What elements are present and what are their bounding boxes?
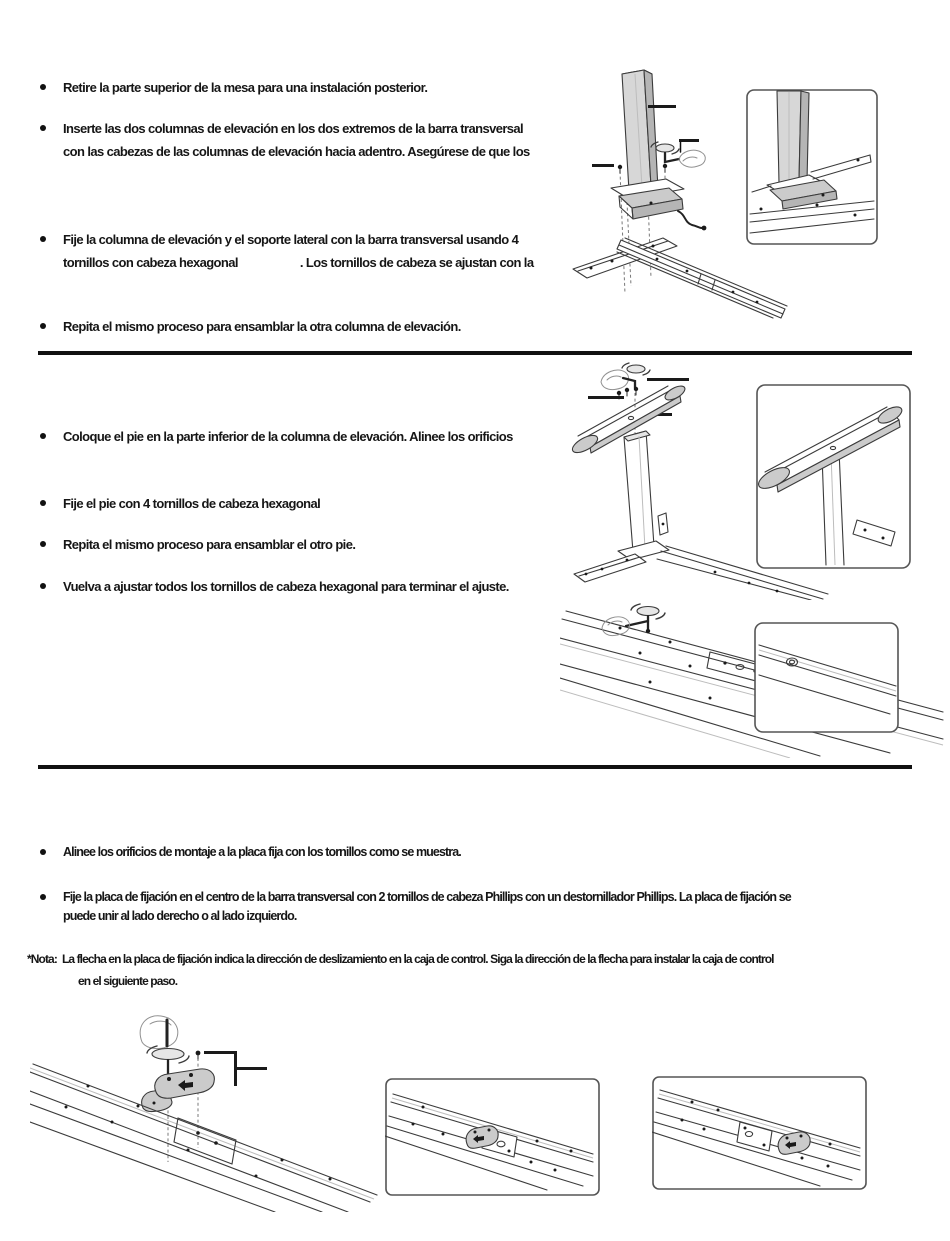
figure-foot-to-column — [565, 360, 945, 600]
bullet-dot-icon — [40, 541, 46, 547]
figure-plate-right-position — [652, 1076, 867, 1190]
bullet-dot-icon — [40, 323, 46, 329]
step-text-line1: Inserte las dos columnas de elevación en los dos extremos de la barra transversal — [63, 121, 524, 136]
step-fix-foot — [38, 492, 320, 515]
step-text-line1: Fije la columna de elevación y el soporte lateral con la barra transversal usando 4 — [63, 232, 519, 247]
step-text-post-gap: . Los tornillos de cabeza se ajustan con la — [299, 255, 534, 270]
step-text: Repita el mismo proceso para ensamblar la otra columna de elevación. — [63, 319, 461, 334]
step-place-foot — [38, 425, 513, 448]
step-fix-column — [38, 228, 533, 274]
lift-column — [622, 70, 658, 191]
bullet-dot-icon — [40, 236, 46, 242]
section-divider — [38, 351, 912, 355]
bullet-dot-icon — [40, 500, 46, 506]
bullet-dot-icon — [40, 894, 46, 900]
callout-line-screw — [592, 164, 614, 167]
lift-column — [624, 431, 654, 552]
callout-line-screws — [647, 378, 689, 381]
side-support-bracket — [574, 554, 646, 582]
callout-line-hexkey — [588, 396, 624, 399]
detail-inset-column-base — [747, 90, 877, 244]
ghost-hand-icon — [140, 1016, 178, 1049]
cable-connector — [702, 226, 707, 231]
step-text-line2: con las cabezas de las columnas de elevación hacia adentro. Asegúrese de que los — [63, 144, 530, 159]
step-align-holes-plate — [38, 843, 461, 862]
step-text: Retire la parte superior de la mesa para una instalación posterior. — [63, 80, 428, 95]
bullet-dot-icon — [40, 433, 46, 439]
fixing-plate — [142, 1069, 215, 1112]
detail-inset-screw-head — [755, 623, 898, 732]
detail-inset-foot-attached — [755, 385, 910, 568]
note-line1 — [27, 948, 774, 970]
bullet-dot-icon — [40, 849, 46, 855]
column-base-and-actuator — [611, 179, 706, 230]
step-text-line2 — [63, 251, 533, 274]
figure-column-to-crossbar — [565, 62, 945, 320]
step-text-line1: Fije la placa de fijación en el centro de la barra transversal con 2 tornillos de cabeza Phillips con un destornillador Phillips. La placa de fijación se — [63, 890, 791, 904]
bullet-dot-icon — [40, 125, 46, 131]
screw-icon — [196, 1051, 201, 1059]
figure-plate-left-position — [385, 1078, 600, 1196]
bullet-dot-icon — [40, 583, 46, 589]
note-text: La flecha en la placa de fijación indica la dirección de deslizamiento en la caja de control. Siga la dirección de la flecha para instalar la caja de control — [61, 952, 774, 966]
step-insert-columns — [38, 117, 530, 163]
step-text: Alinee los orificios de montaje a la placa fija con los tornillos como se muestra. — [63, 845, 461, 859]
step-text: Repita el mismo proceso para ensamblar el otro pie. — [63, 537, 356, 552]
step-repeat-column — [38, 315, 461, 338]
step-text: Coloque el pie en la parte inferior de la columna de elevación. Alinee los orificios — [63, 429, 513, 444]
step-fix-plate — [38, 888, 791, 926]
section-divider — [38, 765, 912, 769]
note-line2: en el siguiente paso. — [78, 974, 178, 988]
figure-fixing-plate-install — [30, 1012, 380, 1212]
bullet-dot-icon — [40, 84, 46, 90]
step-text-line2: puede unir al lado derecho o al lado izquierdo. — [63, 909, 297, 923]
callout-line-column — [648, 105, 676, 108]
ghost-hand-icon — [601, 370, 628, 390]
note-prefix: *Nota: — [27, 952, 57, 966]
note-arrow-direction — [27, 948, 774, 992]
step-text: Fije el pie con 4 tornillos de cabeza hexagonal — [63, 496, 321, 511]
step-text: Vuelva a ajustar todos los tornillos de cabeza hexagonal para terminar el ajuste. — [63, 579, 509, 594]
crossbar — [617, 238, 787, 318]
step-retighten-screws — [38, 575, 509, 598]
ghost-hand-icon — [679, 150, 705, 167]
step-remove-tabletop — [38, 76, 427, 99]
step-repeat-foot — [38, 533, 355, 556]
step-text-pre-gap: tornillos con cabeza hexagonal — [63, 255, 238, 270]
figure-tighten-crossbar — [560, 598, 945, 758]
